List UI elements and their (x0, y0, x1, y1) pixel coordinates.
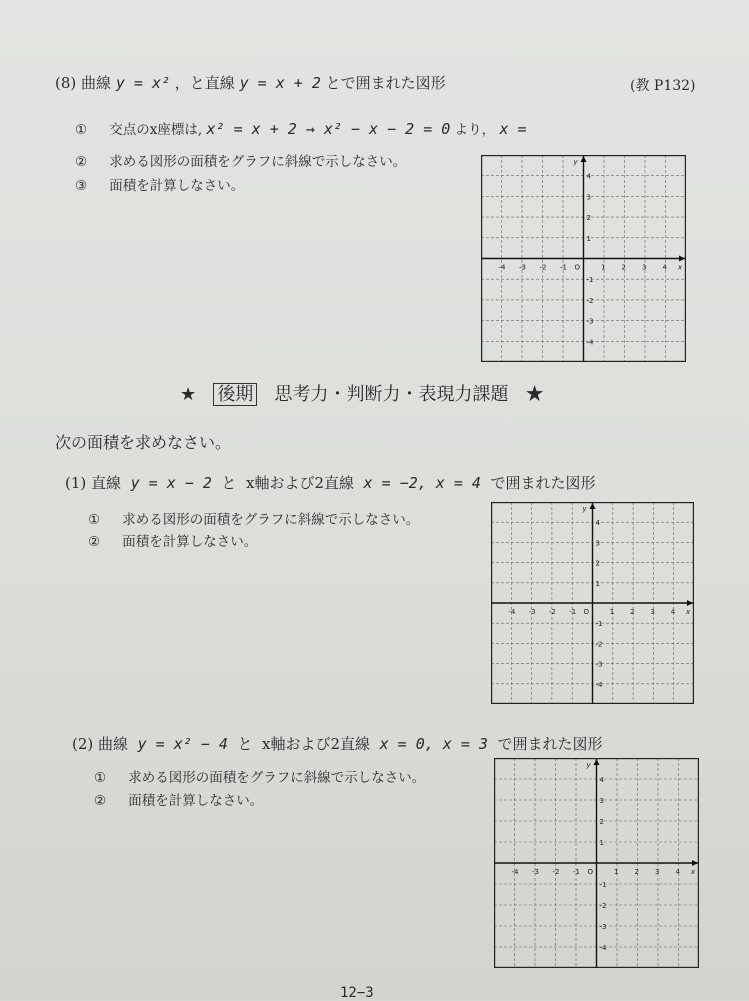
y-tick-label: 3 (595, 539, 600, 548)
problem-2-step-2: ② 面積を計算しなさい。 (94, 793, 264, 809)
x-tick-label: -4 (498, 263, 506, 272)
x-tick-label: 3 (642, 263, 647, 272)
y-axis-arrow-icon (594, 759, 600, 765)
x-axis-label: x (678, 263, 683, 272)
y-tick-label: -3 (599, 923, 607, 931)
y-axis-arrow-icon (581, 156, 587, 162)
y-tick-label: -1 (586, 276, 594, 285)
x-tick-label: 2 (634, 868, 639, 876)
x-tick-label: 3 (650, 608, 655, 616)
y-axis-label: y (582, 505, 587, 513)
page-number: 12−3 (340, 985, 374, 1001)
y-axis-arrow-icon (590, 503, 596, 509)
origin-label: O (574, 263, 581, 272)
x-axis-arrow-icon (687, 600, 693, 606)
y-tick-label: -2 (595, 640, 603, 649)
x-tick-label: 1 (609, 608, 615, 616)
problem-1-step-2: ② 面積を計算しなさい。 (88, 534, 258, 550)
problem-1-step-1: ① 求める図形の面積をグラフに斜線で示しなさい。 (88, 512, 420, 528)
y-tick-label: -4 (599, 944, 607, 952)
problem-2-step-1: ① 求める図形の面積をグラフに斜線で示しなさい。 (94, 770, 426, 786)
problem-8-step-2: ② 求める図形の面積をグラフに斜線で示しなさい。 (75, 154, 407, 170)
x-tick-label: 4 (670, 608, 676, 616)
boxed-term-label: 後期 (213, 383, 257, 406)
y-tick-label: -2 (599, 902, 607, 910)
graph-grid-problem-1[interactable] (491, 502, 694, 704)
origin-label: O (583, 608, 590, 616)
y-tick-label: 3 (586, 193, 591, 202)
y-tick-label: -4 (595, 680, 603, 689)
textbook-reference: (教 P132) (630, 78, 696, 94)
instruction-text: 次の面積を求めなさい。 (55, 433, 232, 452)
y-tick-label: 4 (595, 519, 600, 528)
problem-2-header: (2) 曲線 y = x² − 4 と x軸および2直線 x = 0, x = 3 で囲まれた図形 (72, 735, 603, 753)
y-axis-label: y (573, 158, 578, 166)
origin-label: O (587, 868, 594, 876)
x-tick-label: 2 (621, 263, 626, 272)
x-tick-label: -3 (519, 263, 526, 272)
x-tick-label: -3 (532, 868, 539, 876)
problem-1-header: (1) 直線 y = x − 2 と x軸および2直線 x = −2, x = 4 で囲まれた図形 (65, 474, 596, 492)
y-tick-label: 1 (595, 579, 600, 588)
y-tick-label: 1 (586, 234, 591, 243)
problem-8-step-3: ③ 面積を計算しなさい。 (75, 178, 245, 194)
y-tick-label: -1 (599, 881, 607, 889)
problem-8-step-1: ① 交点のx座標は, x² = x + 2 → x² − x − 2 = 0 より， x = (75, 120, 527, 138)
y-tick-label: -2 (586, 296, 594, 305)
x-tick-label: -2 (552, 868, 560, 876)
graph-grid-problem-8[interactable] (481, 155, 686, 362)
x-axis-label: x (691, 868, 696, 876)
y-axis-label: y (586, 761, 591, 769)
x-axis-label: x (686, 608, 691, 616)
x-axis-arrow-icon (692, 860, 698, 866)
x-tick-label: -4 (508, 608, 516, 616)
x-tick-label: 2 (630, 608, 635, 616)
x-tick-label: -1 (573, 868, 580, 876)
section-heading: ★ 後期 思考力・判断力・表現力課題 ★ (180, 384, 544, 405)
y-tick-label: 3 (599, 797, 604, 805)
y-tick-label: -1 (595, 620, 603, 629)
x-tick-label: -1 (569, 608, 577, 616)
x-tick-label: -3 (528, 608, 536, 616)
y-tick-label: -3 (586, 317, 594, 326)
y-tick-label: -4 (586, 338, 594, 347)
y-tick-label: 4 (599, 776, 604, 784)
y-tick-label: 2 (599, 818, 604, 826)
x-axis-arrow-icon (679, 256, 685, 262)
graph-grid-problem-2[interactable] (494, 758, 699, 968)
x-tick-label: -4 (511, 868, 519, 876)
x-tick-label: 4 (662, 263, 667, 272)
x-tick-label: 1 (601, 263, 606, 272)
y-tick-label: -3 (595, 660, 603, 669)
problem-8-header: (8) 曲線 y = x² ，と直線 y = x + 2 とで囲まれた図形 (55, 74, 446, 92)
y-tick-label: 2 (586, 214, 591, 223)
y-tick-label: 2 (595, 559, 600, 568)
x-tick-label: -1 (560, 263, 567, 272)
x-tick-label: 1 (614, 868, 619, 876)
y-tick-label: 1 (599, 839, 604, 847)
x-tick-label: -2 (548, 608, 556, 616)
x-tick-label: 3 (655, 868, 660, 876)
x-tick-label: -2 (539, 263, 547, 272)
x-tick-label: 4 (675, 868, 680, 876)
y-tick-label: 4 (586, 172, 591, 181)
